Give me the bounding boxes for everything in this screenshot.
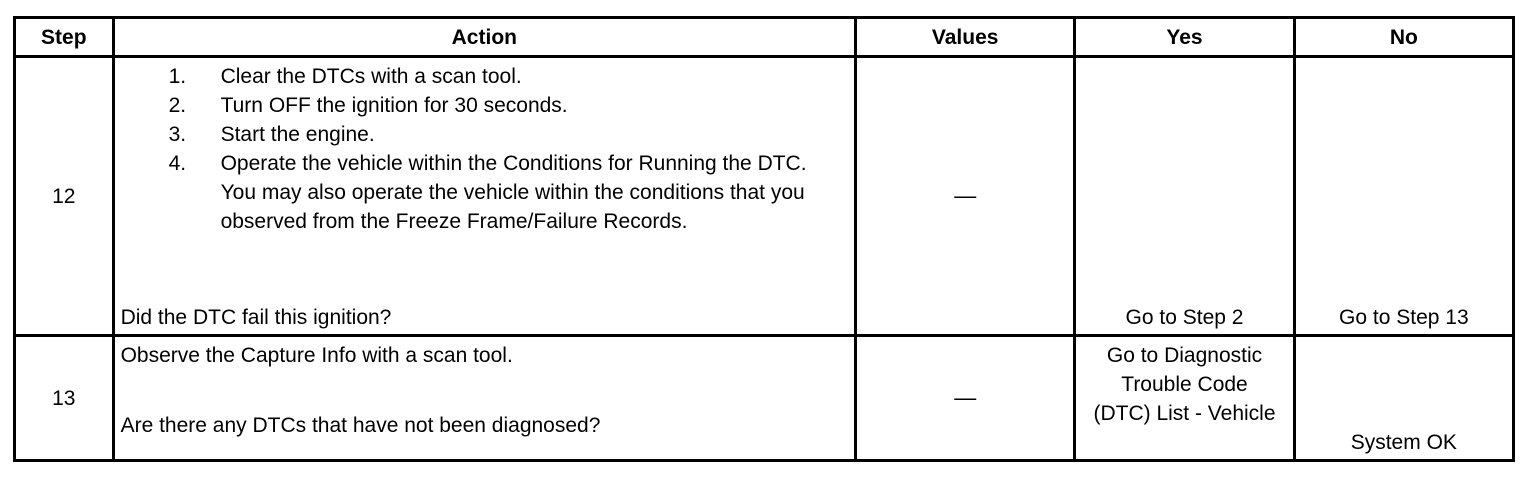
values-cell — [856, 336, 1075, 461]
yes-link[interactable]: Go to Diagnostic Trouble Code (DTC) List - Vehicle — [1093, 344, 1276, 425]
list-item — [121, 120, 841, 149]
step-number: 13 — [15, 336, 114, 461]
values-cell — [856, 57, 1075, 336]
header-values: Values — [856, 18, 1075, 57]
table-row-step-12 — [15, 57, 1514, 336]
diagnostic-table — [13, 16, 1515, 462]
no-cell — [1294, 57, 1513, 336]
list-item-number: 4. — [168, 152, 187, 175]
step-number: 12 — [15, 57, 114, 336]
no-link[interactable]: Go to Step 13 — [1339, 306, 1469, 329]
list-item-number: 3. — [168, 123, 187, 146]
action-cell — [113, 57, 855, 336]
list-item-text: Turn OFF the ignition for 30 seconds. — [220, 94, 568, 117]
list-item-text: Start the engine. — [220, 123, 375, 146]
no-cell — [1294, 336, 1513, 461]
list-item — [121, 91, 841, 120]
action-instruction: Observe the Capture Info with a scan tool. — [120, 344, 513, 367]
no-result: System OK — [1350, 431, 1457, 454]
list-item — [121, 62, 841, 91]
list-item-number: 2. — [168, 94, 187, 117]
action-cell — [113, 336, 855, 461]
list-item-number: 1. — [168, 65, 187, 88]
action-list — [121, 62, 841, 236]
yes-link[interactable]: Go to Step 2 — [1125, 306, 1244, 329]
list-item — [121, 149, 841, 236]
header-action: Action — [113, 18, 855, 57]
yes-cell — [1075, 57, 1294, 336]
yes-cell — [1075, 336, 1294, 461]
values-dash: — — [954, 385, 977, 410]
action-question: Are there any DTCs that have not been diagnosed? — [120, 414, 601, 437]
table-row-step-13 — [15, 336, 1514, 461]
list-item-text: Clear the DTCs with a scan tool. — [220, 65, 522, 88]
header-yes: Yes — [1075, 18, 1294, 57]
action-question: Did the DTC fail this ignition? — [120, 306, 392, 329]
header-no: No — [1294, 18, 1513, 57]
values-dash: — — [954, 183, 977, 208]
header-step: Step — [15, 18, 114, 57]
header-row — [15, 18, 1514, 57]
list-item-text: Operate the vehicle within the Conditions for Running the DTC. You may also operate the vehicle within the conditions that you observed from the Freeze Frame/Failure Records. — [220, 152, 807, 233]
